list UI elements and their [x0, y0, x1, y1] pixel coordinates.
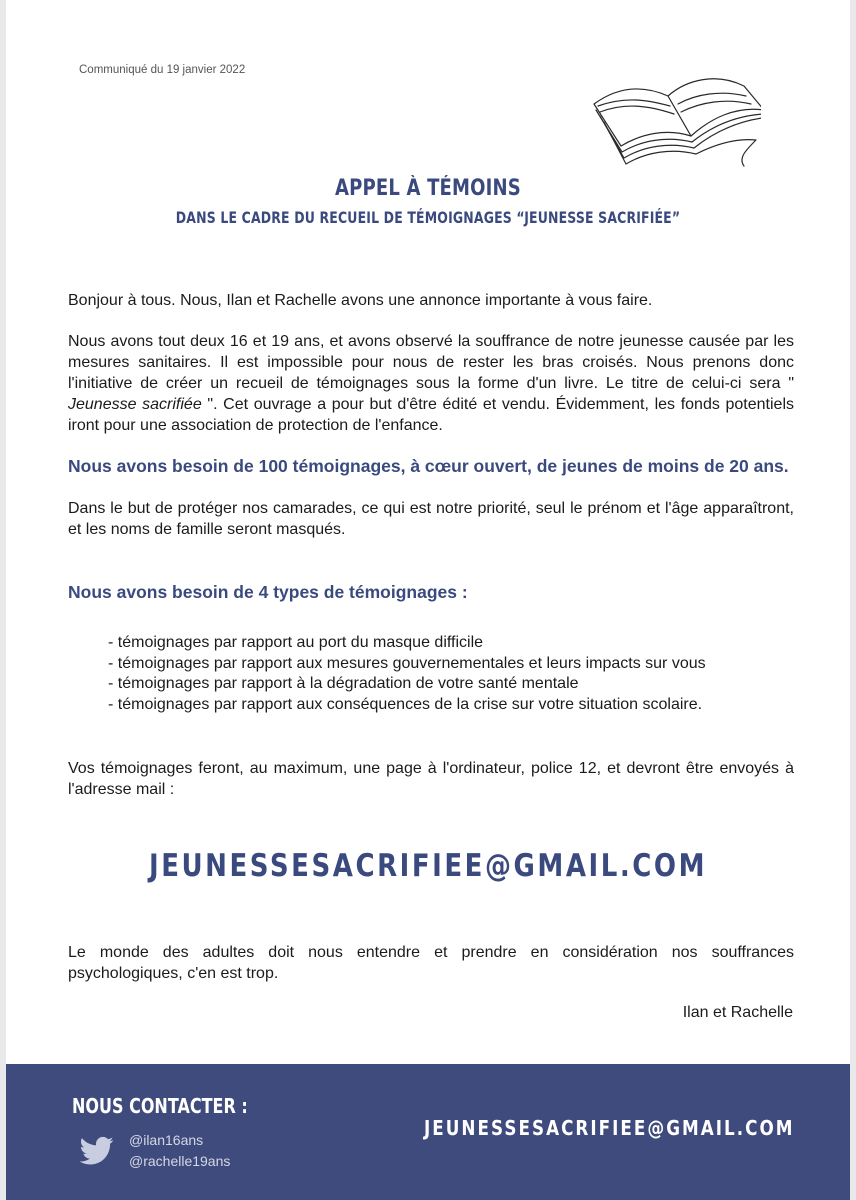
instructions-paragraph: Vos témoignages feront, au maximum, une page à l'ordinateur, police 12, et devront être envoyés à l'adresse mail : — [68, 760, 794, 798]
document-page — [6, 0, 850, 1200]
contact-email-footer[interactable]: JEUNESSESACRIFIEE@GMAIL.COM — [424, 1116, 795, 1140]
open-book-icon — [586, 66, 761, 171]
intro-text-before: Nous avons tout deux 16 et 19 ans, et avons observé la souffrance de notre jeunesse causée par les mesures sanitaires. Il est impossible pour nous de rester les bras croisés. Nous prenons donc l'initiative de créer un recueil de témoignages sous la forme d'un livre. Le titre de celui-ci sera " — [68, 333, 794, 392]
privacy-paragraph: Dans le but de protéger nos camarades, ce qui est notre priorité, seul le prénom et l'âge apparaîtront, et les noms de famille seront masqués. — [68, 500, 794, 538]
book-title-text: Jeunesse sacrifiée — [68, 396, 202, 413]
signature: Ilan et Rachelle — [682, 1004, 793, 1021]
testimony-types-list — [108, 633, 706, 715]
page-title: APPEL À TÉMOINS — [335, 176, 521, 201]
intro-text-after: ". Cet ouvrage a pour but d'être édité et vendu. Évidemment, les fonds potentiels iront pour une association de protection de l'enfance. — [68, 396, 795, 434]
closing-paragraph: Le monde des adultes doit nous entendre et prendre en considération nos souffrances psychologiques, c'en est trop. — [68, 944, 794, 982]
need-highlight: Nous avons besoin de 100 témoignages, à cœur ouvert, de jeunes de moins de 20 ans. — [68, 456, 789, 476]
contact-email-large[interactable]: JEUNESSESACRIFIEE@GMAIL.COM — [149, 848, 707, 884]
twitter-handle-ilan[interactable]: @ilan16ans — [129, 1132, 204, 1148]
twitter-icon — [80, 1136, 114, 1166]
types-heading: Nous avons besoin de 4 types de témoignages : — [68, 582, 468, 602]
page-subtitle: DANS LE CADRE DU RECUEIL DE TÉMOIGNAGES “JEUNESSE SACRIFIÉE” — [175, 208, 681, 227]
contact-title: NOUS CONTACTER : — [72, 1094, 248, 1118]
communique-date: Communiqué du 19 janvier 2022 — [79, 64, 246, 76]
greeting-paragraph: Bonjour à tous. Nous, Ilan et Rachelle avons une annonce importante à vous faire. — [68, 292, 653, 309]
contact-footer — [6, 1064, 850, 1200]
list-item: - témoignages par rapport au port du masque difficile — [108, 634, 484, 651]
list-item: - témoignages par rapport aux mesures gouvernementales et leurs impacts sur vous — [108, 654, 706, 672]
intro-paragraph — [68, 331, 794, 436]
list-item: - témoignages par rapport aux conséquences de la crise sur votre situation scolaire. — [108, 695, 703, 713]
list-item: - témoignages par rapport à la dégradation de votre santé mentale — [108, 675, 579, 692]
twitter-handle-rachelle[interactable]: @rachelle19ans — [129, 1153, 231, 1169]
